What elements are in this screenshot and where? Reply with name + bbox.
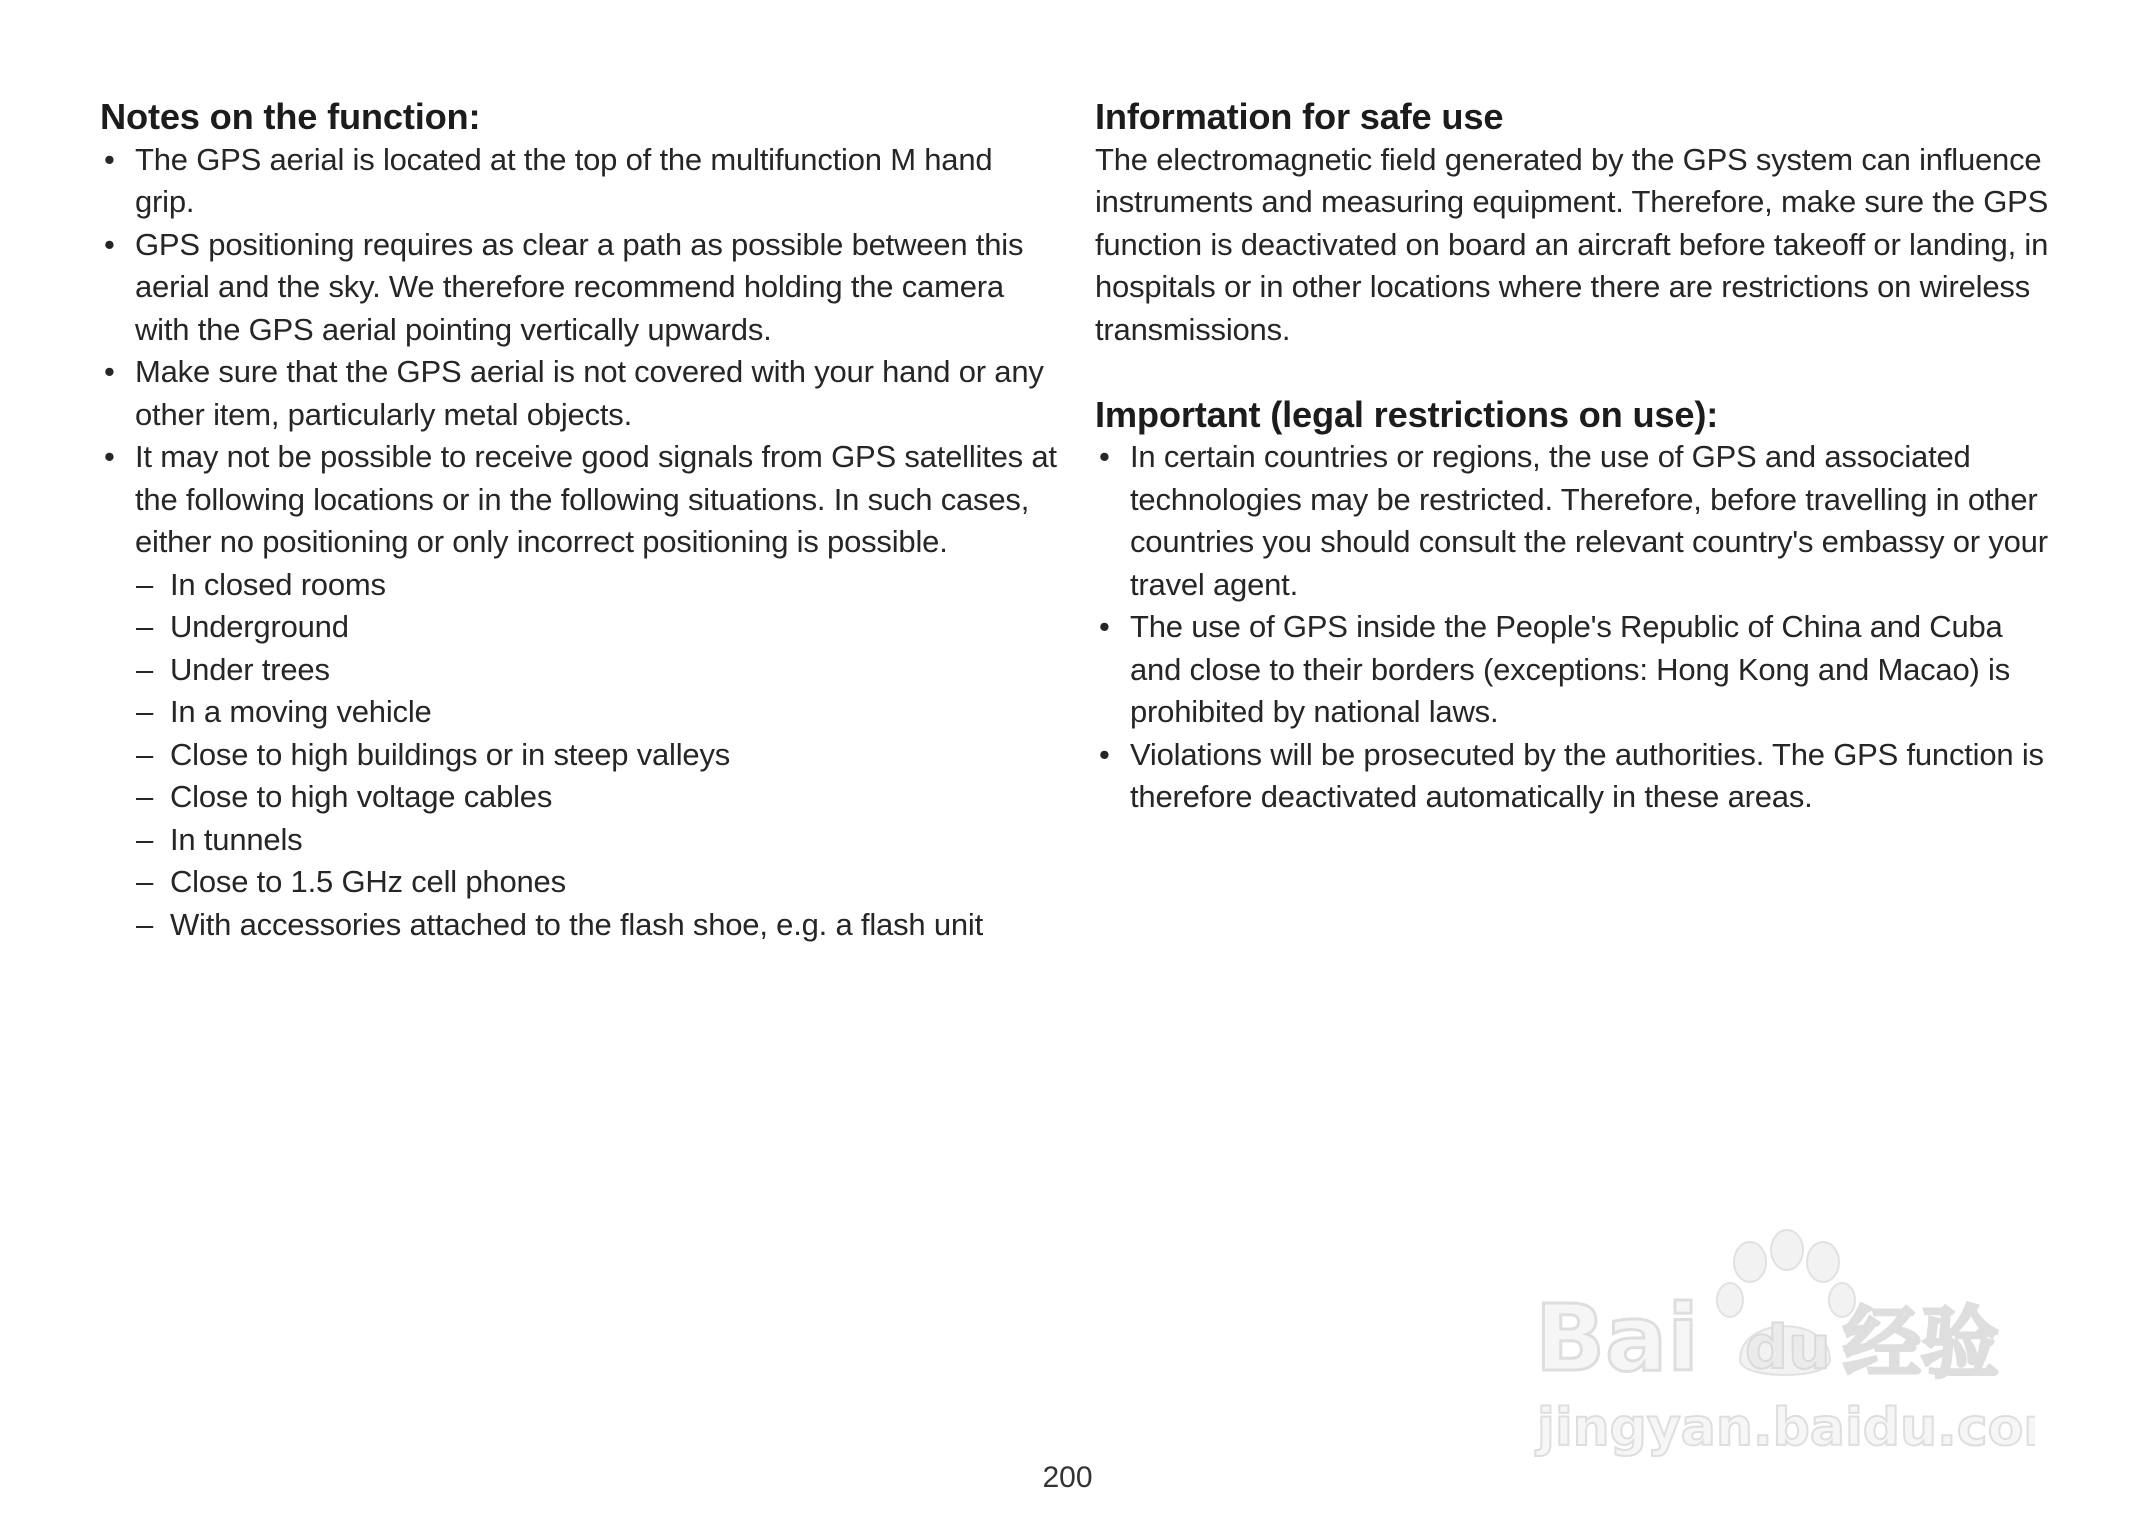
svg-text:经验: 经验 (1843, 1299, 2000, 1389)
locations-list (135, 564, 1060, 947)
notes-list (100, 139, 1060, 947)
legal-bullet-2: • The use of GPS inside the People's Republic of China and Cuba and close to their borders (exceptions: Hong Kong and Macao) is prohibited by national laws. (1095, 606, 2055, 734)
legal-bullet-1: • In certain countries or regions, the use of GPS and associated technologies may be restricted. Therefore, before travelling in other countries you should consult the relevant country's embassy or your travel agent. (1095, 436, 2055, 606)
legal-bullet-3: • Violations will be prosecuted by the authorities. The GPS function is therefore deactivated automatically in these areas. (1095, 734, 2055, 819)
left-column (100, 96, 1060, 946)
safe-use-heading: Information for safe use (1095, 96, 1504, 137)
location-item: – With accessories attached to the flash shoe, e.g. a flash unit (135, 904, 1060, 947)
watermark-brand-text: Bai (1535, 1285, 1699, 1392)
legal-heading: Important (legal restrictions on use): (1095, 393, 1719, 435)
location-item: – In a moving vehicle (135, 691, 1060, 734)
page-number: 200 (1042, 1461, 1093, 1494)
notes-bullet-3: • Make sure that the GPS aerial is not covered with your hand or any other item, particularly metal objects. (100, 351, 1060, 436)
safe-use-text: The electromagnetic field generated by the GPS system can influence instruments and measuring equipment. Therefore, make sure the GPS function is deactivated on board an aircraft before takeoff or landing, in hospitals or in other locations where there are restrictions on wireless transmissions. (1095, 141, 2049, 347)
location-item: – Under trees (135, 649, 1060, 692)
location-item: – Close to high buildings or in steep valleys (135, 734, 1060, 777)
legal-list (1095, 436, 2055, 819)
location-item: – In closed rooms (135, 564, 1060, 607)
notes-bullet-4-text: It may not be possible to receive good signals from GPS satellites at the following locations or in the following situations. In such cases, either no positioning or only incorrect positioning is possible. (135, 439, 1057, 559)
location-item: – Close to high voltage cables (135, 776, 1060, 819)
notes-bullet-1: • The GPS aerial is located at the top of the multifunction M hand grip. (100, 139, 1060, 224)
notes-bullet-4 (100, 436, 1060, 946)
right-column (1095, 96, 2055, 819)
baidu-watermark (1525, 1220, 2035, 1460)
location-item: – Underground (135, 606, 1060, 649)
notes-bullet-2: • GPS positioning requires as clear a path as possible between this aerial and the sky. We therefore recommend holding the camera with the GPS aerial pointing vertically upwards. (100, 224, 1060, 352)
section-spacer (1095, 351, 2055, 394)
svg-text:du: du (1745, 1313, 1831, 1383)
baidu-paw-logo (1525, 1220, 2035, 1460)
watermark-url-text: jingyan.baidu.com (1537, 1398, 2035, 1458)
location-item: – Close to 1.5 GHz cell phones (135, 861, 1060, 904)
location-item: – In tunnels (135, 819, 1060, 862)
notes-heading: Notes on the function: (100, 96, 481, 137)
